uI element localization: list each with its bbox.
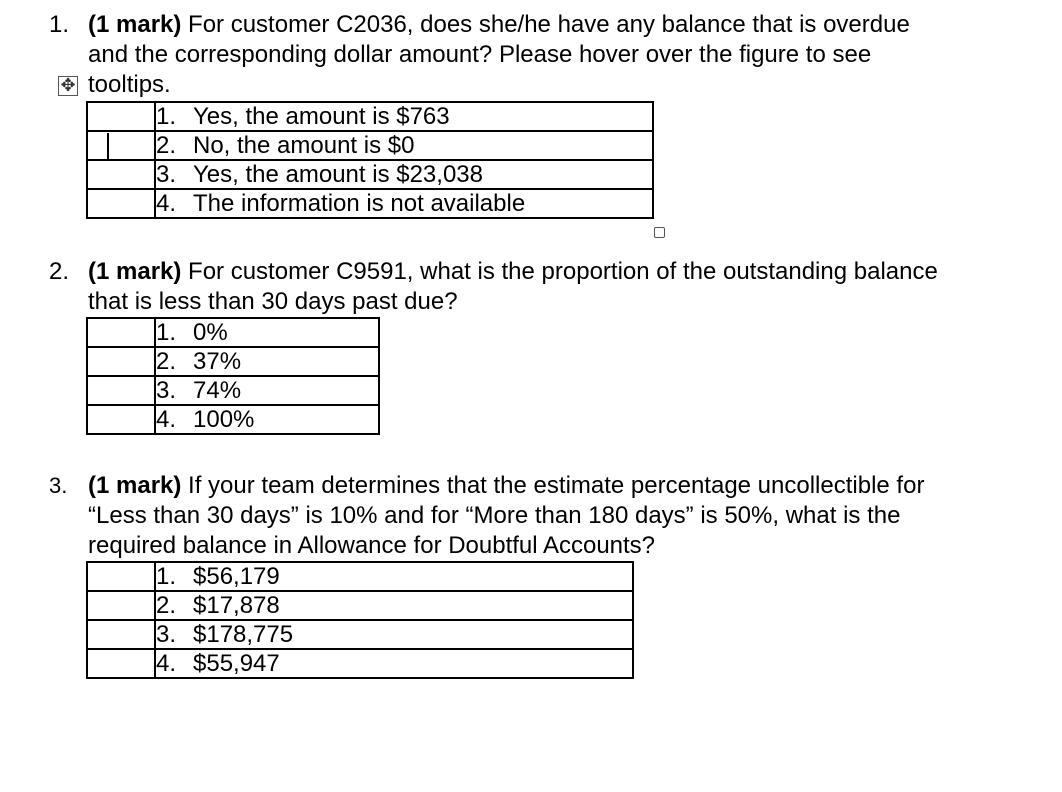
table-row[interactable]: [87, 318, 379, 347]
table-row[interactable]: [87, 620, 633, 649]
answer-option[interactable]: [155, 649, 633, 678]
question-2-text: [88, 257, 938, 317]
question-3-number: 3.: [49, 473, 68, 498]
table-row[interactable]: [87, 562, 633, 591]
answer-option[interactable]: [155, 405, 379, 434]
question-1-line-1-text: For customer C2036, does she/he have any balance that is overdue: [181, 11, 910, 38]
table-row[interactable]: [87, 649, 633, 678]
question-2-number: 2.: [49, 258, 70, 285]
question-3-answer-table: [86, 561, 634, 679]
answer-select-cell[interactable]: [87, 405, 155, 434]
option-number: 3.: [156, 377, 177, 404]
option-text: 100%: [193, 406, 255, 433]
option-text: Yes, the amount is $763: [193, 103, 450, 130]
option-text: 74%: [193, 377, 242, 404]
answer-select-cell[interactable]: [87, 376, 155, 405]
answer-option[interactable]: [155, 376, 379, 405]
option-number: 2.: [156, 348, 177, 375]
question-3-line-1-text: If your team determines that the estimate percentage uncollectible for: [181, 472, 925, 499]
answer-option[interactable]: [155, 347, 379, 376]
question-1-answer-table: [86, 101, 654, 219]
question-1-mark: (1 mark): [88, 11, 182, 38]
question-3-line-3: required balance in Allowance for Doubtful Accounts?: [88, 532, 656, 559]
answer-option[interactable]: [155, 562, 633, 591]
question-2-mark: (1 mark): [88, 258, 182, 285]
answer-option[interactable]: [155, 318, 379, 347]
question-1-line-1: [88, 10, 910, 40]
answer-select-cell[interactable]: [87, 649, 155, 678]
option-number: 4.: [156, 406, 177, 433]
table-row[interactable]: [87, 347, 379, 376]
answer-select-cell[interactable]: [87, 160, 155, 189]
answer-option[interactable]: [155, 160, 653, 189]
answer-select-cell[interactable]: [87, 189, 155, 218]
option-number: 4.: [156, 650, 177, 677]
question-2-line-2: that is less than 30 days past due?: [88, 288, 458, 315]
table-resize-handle-icon[interactable]: [654, 227, 665, 238]
option-text: $56,179: [193, 563, 280, 590]
option-text: $55,947: [193, 650, 280, 677]
option-text: $178,775: [193, 621, 294, 648]
question-1-line-2: and the corresponding dollar amount? Please hover over the figure to see: [88, 41, 872, 68]
answer-select-cell[interactable]: [87, 347, 155, 376]
question-3-mark: (1 mark): [88, 472, 182, 499]
answer-option[interactable]: [155, 131, 653, 160]
option-text: $17,878: [193, 592, 280, 619]
option-number: 4.: [156, 190, 177, 217]
answer-select-cell[interactable]: [87, 102, 155, 131]
answer-option[interactable]: [155, 620, 633, 649]
table-row[interactable]: [87, 591, 633, 620]
question-3-line-2: “Less than 30 days” is 10% and for “More than 180 days” is 50%, what is the: [88, 502, 901, 529]
table-move-handle-icon[interactable]: ✥: [58, 76, 78, 96]
option-text: 0%: [193, 319, 228, 346]
table-row[interactable]: [87, 160, 653, 189]
option-text: 37%: [193, 348, 242, 375]
option-text: Yes, the amount is $23,038: [193, 161, 483, 188]
option-text: No, the amount is $0: [193, 132, 415, 159]
answer-select-cell[interactable]: [87, 591, 155, 620]
question-2-line-1: [88, 257, 938, 287]
option-number: 1.: [156, 319, 177, 346]
table-row[interactable]: [87, 189, 653, 218]
table-row[interactable]: [87, 102, 653, 131]
answer-option[interactable]: [155, 591, 633, 620]
question-1-number: 1.: [49, 11, 70, 38]
option-number: 1.: [156, 103, 177, 130]
question-1-text: [88, 10, 910, 100]
option-number: 2.: [156, 592, 177, 619]
option-number: 3.: [156, 161, 177, 188]
question-3-line-1: [88, 471, 924, 501]
answer-select-cell[interactable]: [87, 620, 155, 649]
answer-option[interactable]: [155, 102, 653, 131]
answer-select-cell[interactable]: [87, 318, 155, 347]
option-number: 1.: [156, 563, 177, 590]
option-text: The information is not available: [193, 190, 526, 217]
table-row[interactable]: [87, 376, 379, 405]
table-row[interactable]: [87, 405, 379, 434]
table-row[interactable]: [87, 131, 653, 160]
answer-select-cell[interactable]: [87, 562, 155, 591]
question-3-text: [88, 471, 924, 561]
question-2-line-1-text: For customer C9591, what is the proportion of the outstanding balance: [181, 258, 938, 285]
option-number: 2.: [156, 132, 177, 159]
option-number: 3.: [156, 621, 177, 648]
text-cursor: [107, 133, 109, 160]
answer-option[interactable]: [155, 189, 653, 218]
question-2-answer-table: [86, 317, 380, 435]
answer-select-cell[interactable]: [87, 131, 155, 160]
question-1-line-3: tooltips.: [88, 71, 171, 98]
